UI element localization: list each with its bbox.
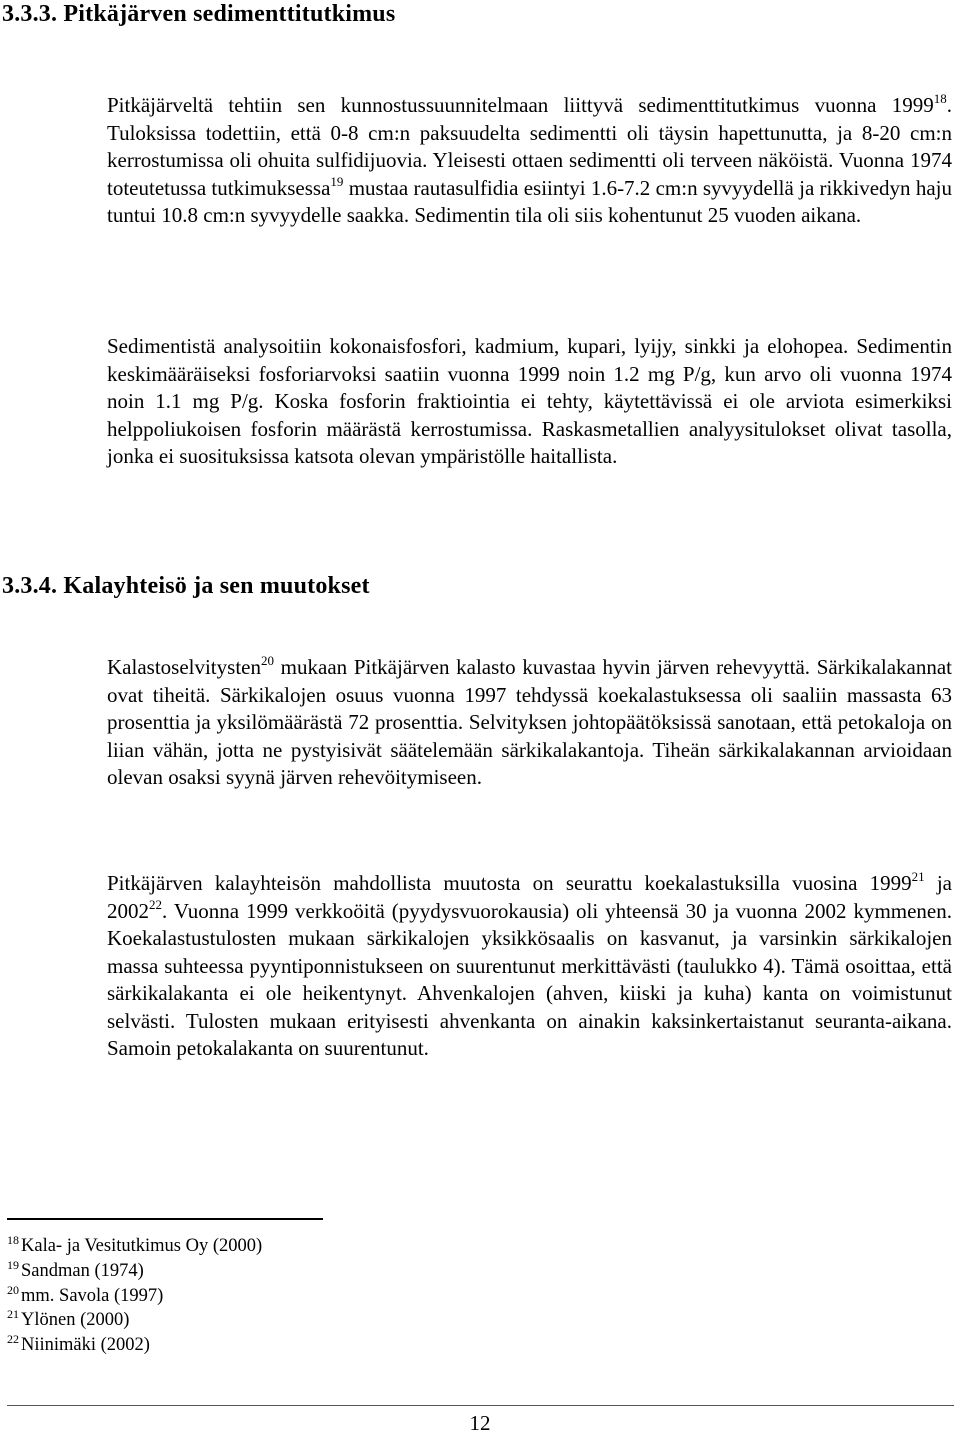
section-heading-fish: 3.3.4. Kalayhteisö ja sen muutokset	[2, 573, 370, 599]
footnote-text: Sandman (1974)	[21, 1261, 144, 1281]
footnote-number: 18	[7, 1232, 19, 1247]
footnote-text: Niinimäki (2002)	[21, 1335, 150, 1355]
footnote-number: 19	[7, 1257, 19, 1272]
footnote-ref-18[interactable]: 18	[933, 91, 947, 106]
text-run: Kalastoselvitysten	[107, 655, 261, 679]
section-heading-sediment: 3.3.3. Pitkäjärven sedimenttitutkimus	[2, 1, 396, 27]
footnote-number: 20	[7, 1282, 19, 1297]
page-bottom-rule	[7, 1405, 954, 1406]
footnote-19	[7, 1259, 144, 1284]
footnote-ref-19[interactable]: 19	[330, 173, 344, 189]
footnote-number: 22	[7, 1331, 19, 1346]
footnote-18	[7, 1234, 262, 1259]
footnote-text: Ylönen (2000)	[21, 1310, 130, 1330]
footnote-number: 21	[7, 1306, 19, 1321]
text-run: . Vuonna 1999 verkkoöitä (pyydysvuorokausia) oli yhteensä 30 ja vuonna 2002 kymmenen. Koekalastustulosten mukaan särkikalojen yksikkösaalis on kasvanut, ja varsinkin särkikalojen massa suhteessa pyyntiponnistukseen on suurentunut merkittävästi (taulukko 4). Tämä osoittaa, että särkikalakanta ei ole heikentynyt. Ahvenkalojen (ahven, kiiski ja kuha) kanta on voimistunut selvästi. Tulosten mukaan erityisesti ahvenkanta on ainakin kaksinkertaistanut seuranta-aikana. Samoin petokalakanta on suurentunut.	[107, 898, 952, 1060]
footnote-separator	[7, 1218, 323, 1220]
footnote-ref-21[interactable]: 21	[911, 869, 925, 884]
text-run: Pitkäjärven kalayhteisön mahdollista muutosta on seurattu koekalastuksilla vuosina 1999	[107, 871, 912, 895]
footnote-21	[7, 1308, 129, 1333]
text-run: Pitkäjärveltä tehtiin sen kunnostussuunnitelmaan liittyvä sedimenttitutkimus vuonna 1999	[107, 93, 934, 117]
paragraph-sediment-study	[107, 92, 952, 230]
footnote-ref-22[interactable]: 22	[149, 896, 162, 912]
page-number: 12	[469, 1411, 491, 1435]
text-run: mustaa rautasulfidia esiintyi 1.6-7.2 cm:n syvyydellä ja rikkivedyn haju tuntui 10.8 cm:n syvyydelle saakka. Sedimentin tila oli siis kohentunut 25 vuoden aikana.	[107, 175, 952, 227]
footnote-text: Kala- ja Vesitutkimus Oy (2000)	[21, 1236, 263, 1256]
footnote-ref-20[interactable]: 20	[260, 653, 274, 668]
text-run: mukaan Pitkäjärven kalasto kuvastaa hyvin järven rehevyyttä. Särkikalakannat ovat tiheitä. Särkikalojen osuus vuonna 1997 tehdyssä koekalastuksessa oli saaliin massasta 63 prosenttia ja yksilömäärästä 72 prosenttia. Selvityksen johtopäätöksissä sanotaan, että petokaloja on liian vähän, jotta ne pystyisivät säätelemään särkikalakantoja. Tiheän särkikalakannan arvioidaan olevan osaksi syynä järven rehevöitymiseen.	[107, 655, 952, 789]
text-run: . Tuloksissa todettiin, että 0-8 cm:n paksuudelta sedimentti oli täysin hapettunutta, ja 8-20 cm:n kerrostumissa oli ohuita sulfidijuovia. Yleisesti ottaen sedimentti oli terveen näköistä. Vuonna 1974 toteutetussa tutkimuksessa	[107, 93, 952, 200]
text-run: ja 2002	[107, 871, 952, 923]
footnote-22	[7, 1333, 150, 1358]
footnote-text: mm. Savola (1997)	[21, 1286, 164, 1306]
footnote-20	[7, 1284, 163, 1309]
paragraph-sediment-analysis: Sedimentistä analysoitiin kokonaisfosfori, kadmium, kupari, lyijy, sinkki ja elohopea. Sedimentin keskimääräiseksi fosforiarvoksi saatiin vuonna 1999 noin 1.2 mg P/g, kun arvo oli vuonna 1974 noin 1.1 mg P/g. Koska fosforin fraktiointia ei tehty, käytettävissä ei ole arviota esimerkiksi helppoliukoisen fosforin määrästä kerrostumissa. Raskasmetallien analyysitulokset olivat tasolla, jonka ei suosituksissa katsota olevan ympäristölle haitallista.	[107, 334, 952, 468]
paragraph-fish-survey	[107, 654, 952, 792]
paragraph-fish-monitoring	[107, 870, 952, 1063]
